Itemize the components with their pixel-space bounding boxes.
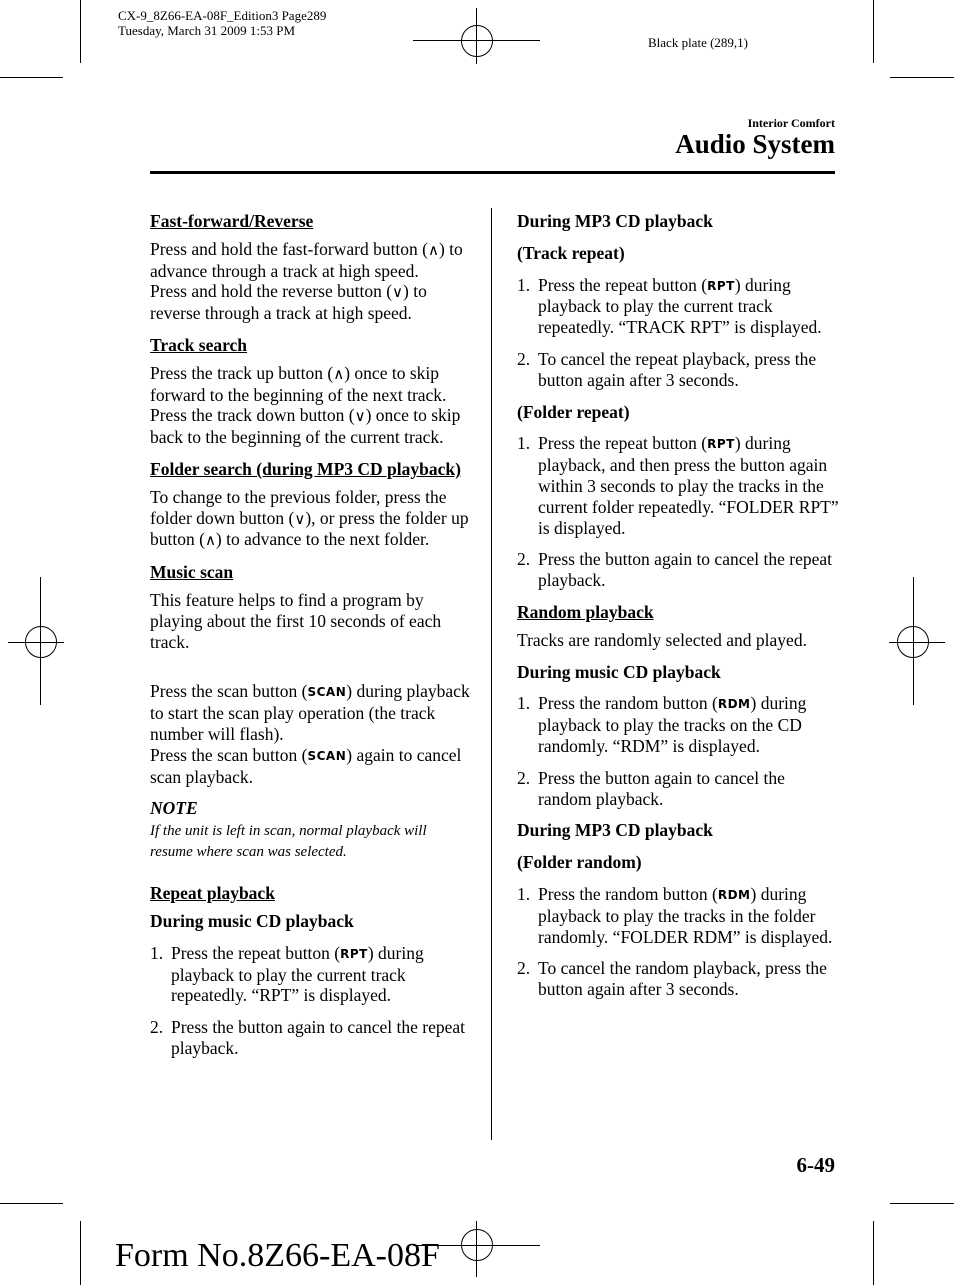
rdm-button-icon: RDM xyxy=(717,697,751,712)
up-arrow-icon: ∧ xyxy=(204,531,216,550)
column-divider xyxy=(491,208,492,1140)
right-column xyxy=(517,211,839,1011)
scan-button-icon: SCAN xyxy=(307,685,347,700)
rpt-button-icon: RPT xyxy=(340,946,368,961)
down-arrow-icon: ∨ xyxy=(294,509,306,528)
subheading: During music CD playback xyxy=(517,661,721,682)
down-arrow-icon: ∨ xyxy=(354,407,366,426)
numbered-list xyxy=(517,275,839,391)
print-header-line2: Tuesday, March 31 2009 1:53 PM xyxy=(118,23,296,38)
section-label: Interior Comfort xyxy=(747,116,835,130)
subheading: (Folder random) xyxy=(517,852,642,873)
heading-music-scan: Music scan xyxy=(150,562,234,583)
heading-fast-forward-reverse: Fast-forward/Reverse xyxy=(150,211,314,231)
numbered-list xyxy=(150,943,472,1059)
paragraph: Press and hold the fast-forward button (∧) to advance through a track at high speed. Press and hold the reverse button (∨) to reverse through a track at high speed. xyxy=(150,238,463,324)
scan-button-icon: SCAN xyxy=(307,748,347,763)
up-arrow-icon: ∧ xyxy=(333,364,345,383)
print-header-line1: CX-9_8Z66-EA-08F_Edition3 Page289 xyxy=(118,8,327,23)
list-item: 2. Press the button again to cancel the repeat playback. xyxy=(150,1017,465,1058)
rdm-button-icon: RDM xyxy=(717,887,751,902)
down-arrow-icon: ∨ xyxy=(392,283,404,302)
rpt-button-icon: RPT xyxy=(707,278,735,293)
numbered-list xyxy=(517,433,839,591)
paragraph: Press the track up button (∧) once to skip forward to the beginning of the next track. Press the track down button (∨) once to skip back to the beginning of the current track. xyxy=(150,362,461,448)
paragraph: To change to the previous folder, press the folder down button (∨), or press the folder up button (∧) to advance to the next folder. xyxy=(150,486,469,550)
black-plate-label: Black plate (289,1) xyxy=(648,35,748,50)
list-item: 1. Press the repeat button (RPT) during playback to play the current track repeatedly. “RPT” is displayed. xyxy=(150,942,424,1006)
print-header xyxy=(118,8,326,38)
left-column xyxy=(150,211,472,1070)
subheading: During music CD playback xyxy=(150,910,354,931)
form-number: Form No.8Z66-EA-08F xyxy=(115,1237,440,1274)
heading-track-search: Track search xyxy=(150,334,248,355)
numbered-list xyxy=(517,693,839,809)
paragraph: Press the scan button (SCAN) during playback to start the scan play operation (the track number will flash). Press the scan button (SCAN) again to cancel scan playback. xyxy=(150,681,470,787)
heading-random-playback: Random playback xyxy=(517,601,654,622)
list-item: 2. To cancel the repeat playback, press the button again after 3 seconds. xyxy=(517,348,817,390)
subheading: (Folder repeat) xyxy=(517,401,630,422)
title-rule xyxy=(150,171,835,174)
list-item: 2. Press the button again to cancel the random playback. xyxy=(517,767,785,809)
subheading: During MP3 CD playback xyxy=(517,211,713,231)
paragraph: Tracks are randomly selected and played. xyxy=(517,629,807,650)
paragraph: This feature helps to find a program by playing about the first 10 seconds of each track. xyxy=(150,589,442,652)
heading-folder-search: Folder search (during MP3 CD playback) xyxy=(150,458,461,479)
list-item: 1. Press the random button (RDM) during playback to play the tracks in the folder randomly. “FOLDER RDM” is displayed. xyxy=(517,883,833,947)
note-title: NOTE xyxy=(150,798,198,819)
subheading: During MP3 CD playback xyxy=(517,820,713,841)
note-text: If the unit is left in scan, normal playback will resume where scan was selected. xyxy=(150,823,427,861)
heading-repeat-playback: Repeat playback xyxy=(150,883,275,904)
page-number: 6-49 xyxy=(796,1153,835,1177)
rpt-button-icon: RPT xyxy=(707,437,735,452)
numbered-list xyxy=(517,884,839,1000)
list-item: 2. Press the button again to cancel the repeat playback. xyxy=(517,549,832,591)
up-arrow-icon: ∧ xyxy=(428,240,439,259)
list-item: 2. To cancel the random playback, press the button again after 3 seconds. xyxy=(517,958,827,1000)
list-item: 1. Press the repeat button (RPT) during playback to play the current track repeatedly. “TRACK RPT” is displayed. xyxy=(517,274,822,338)
list-item: 1. Press the repeat button (RPT) during playback, and then press the button again within 3 seconds to play the tracks in the current folder repeatedly. “FOLDER RPT” is displayed. xyxy=(517,433,839,538)
subheading: (Track repeat) xyxy=(517,242,625,263)
section-title: Audio System xyxy=(675,129,835,159)
list-item: 1. Press the random button (RDM) during playback to play the tracks on the CD randomly. “RDM” is displayed. xyxy=(517,693,807,756)
